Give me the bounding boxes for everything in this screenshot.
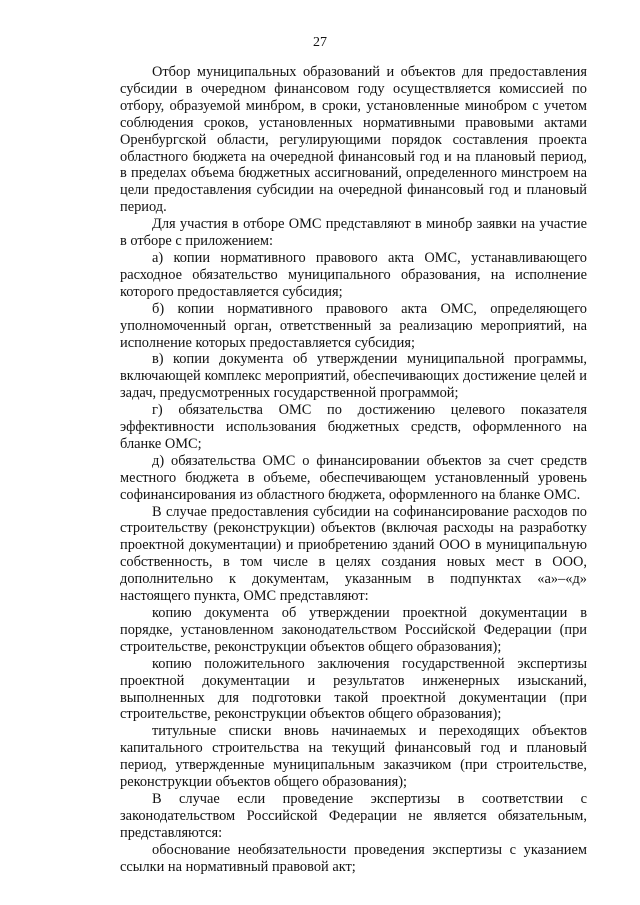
paragraph-construction-subsidy: В случае предоставления субсидии на софинансирование расходов по строительству (реконструкции) объектов (включая расходы на разработку проектной документации) и приобретению зданий ООО в муниципальную собственность, в том числе в целях создания новых мест в ООО, дополнительно к документам, указанным в подпунктах «а»–«д» настоящего пункта, ОМС представляют:: [120, 503, 587, 605]
document-body: [120, 64, 587, 876]
paragraph-title-lists: титульные списки вновь начинаемых и переходящих объектов капитального строительства на текущий финансовый год и плановый период, утвержденные муниципальным заказчиком (при строительстве, реконструкции объектов общего образования);: [120, 723, 587, 791]
paragraph-expertise-conclusion: копию положительного заключения государственной экспертизы проектной документации и результатов инженерных изысканий, выполненных для подготовки такой проектной документации (при строительстве, реконструкции объектов общего образования);: [120, 655, 587, 723]
list-item-g: г) обязательства ОМС по достижению целевого показателя эффективности использования бюджетных средств, оформленного на бланке ОМС;: [120, 402, 587, 452]
paragraph-project-approval: копию документа об утверждении проектной документации в порядке, установленном законодательством Российской Федерации (при строительстве, реконструкции объектов общего образования);: [120, 605, 587, 655]
paragraph-expertise-not-required: В случае если проведение экспертизы в соответствии с законодательством Российской Федерации не является обязательным, представляются:: [120, 790, 587, 841]
list-item-v: в) копии документа об утверждении муниципальной программы, включающей комплекс мероприятий, обеспечивающих достижение целей и задач, предусмотренных государственной программой;: [120, 351, 587, 402]
list-item-a: а) копии нормативного правового акта ОМС, устанавливающего расходное обязательство муниципального образования, на исполнение которого предоставляется субсидия;: [120, 249, 587, 300]
paragraph-application-intro: Для участия в отборе ОМС представляют в минобр заявки на участие в отборе с приложением:: [120, 216, 587, 250]
paragraph-selection-procedure: Отбор муниципальных образований и объектов для предоставления субсидии в очередном финансовом году осуществляется комиссией по отбору, образуемой минбром, в сроки, установленные минобром с учетом соблюдения сроков, установленных нормативными правовыми актами Оренбургской области, регулирующими порядок составления проекта областного бюджета на очередной финансовый год и на плановый период, в пределах объема бюджетных ассигнований, определенного минстроем на цели предоставления субсидии на очередной финансовый год и плановый период.: [120, 64, 587, 216]
list-item-d: д) обязательства ОМС о финансировании объектов за счет средств местного бюджета в объеме, обеспечивающем установленный уровень софинансирования из областного бюджета, оформленного на бланке ОМС.: [120, 452, 587, 503]
list-item-b: б) копии нормативного правового акта ОМС, определяющего уполномоченный орган, ответственный за реализацию мероприятий, на исполнение которых предоставляется субсидия;: [120, 300, 587, 351]
paragraph-justification: обоснование необязательности проведения экспертизы с указанием ссылки на нормативный правовой акт;: [120, 841, 587, 875]
page-number: 27: [313, 35, 327, 50]
